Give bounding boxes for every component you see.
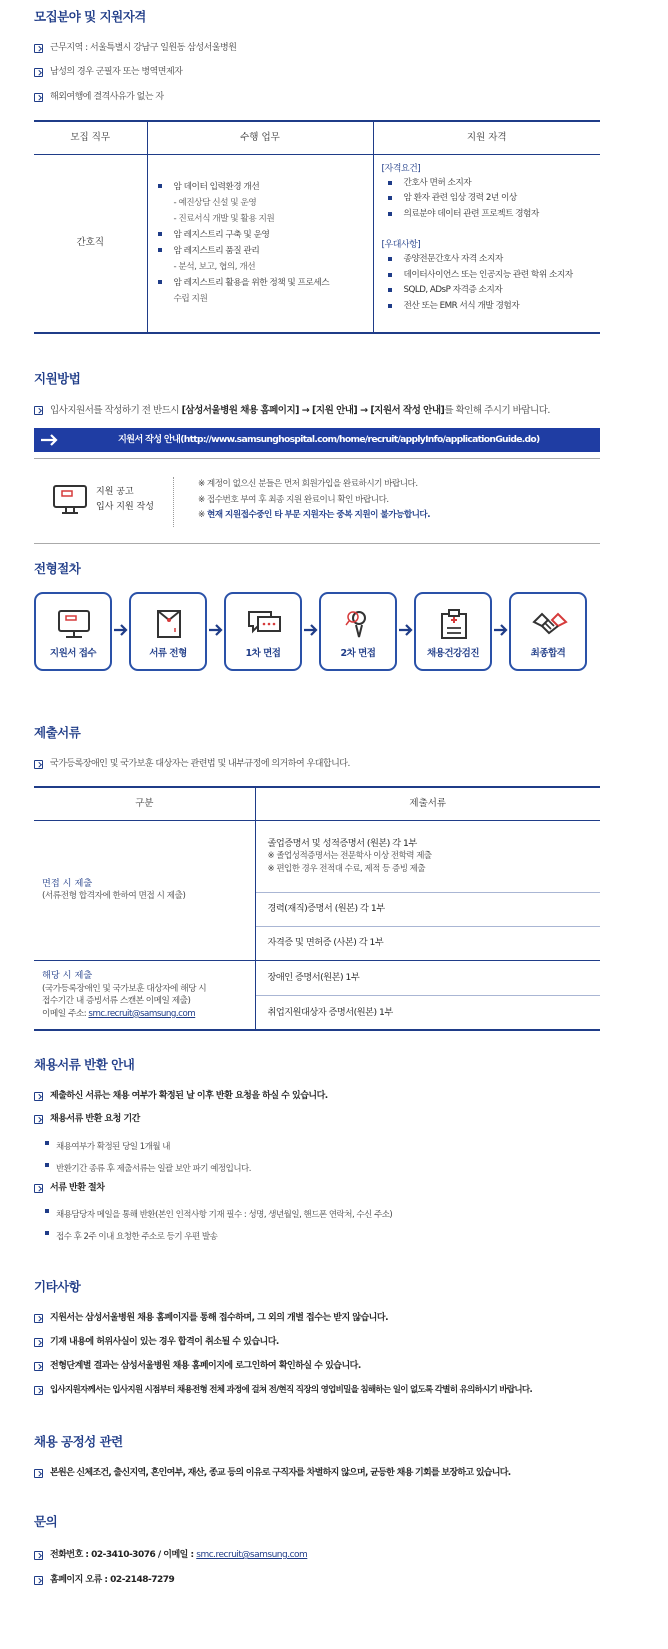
- divider: [173, 477, 174, 527]
- interview-desc: (서류전형 합격자에 한하여 면접 시 제출): [42, 891, 186, 902]
- required-title: [자격요건]: [381, 163, 421, 174]
- envelope-icon: [151, 608, 187, 640]
- step-label: 최종합격: [530, 648, 566, 660]
- email-link[interactable]: smc.recruit@samsung.com: [88, 1008, 196, 1019]
- list-item: 채용담당자 메일을 통해 반환(본인 인적사항 기재 필수 : 성명, 생년월일, 핸드폰 연락처, 수신 주소): [34, 1204, 392, 1226]
- doc-item: 경력(재직)증명서 (원본) 각 1부: [255, 892, 600, 926]
- etc-item: 입사지원자께서는 입사지원 시점부터 채용전형 전체 과정에 걸쳐 전/현직 직장의 영업비밀을 침해하는 일이 없도록 각별히 유의하시기 바랍니다.: [34, 1384, 634, 1396]
- list-item: 데이터사이언스 또는 인공지능 관련 학위 소지자: [388, 268, 601, 284]
- notice-label: 입사 지원 작성: [96, 502, 154, 512]
- etc-item: 전형단계별 결과는 삼성서울병원 채용 홈페이지에 로그인하여 확인하실 수 있습니다.: [34, 1360, 361, 1373]
- required-list: [382, 176, 601, 223]
- list-item: SQLD, ADsP 자격증 소지자: [388, 283, 601, 299]
- return-period-list: [34, 1136, 251, 1180]
- doc-note: ※ 졸업성적증명서는 전문학사 이상 전학력 제출: [267, 851, 432, 862]
- arrow-right-icon: [40, 433, 60, 447]
- step-label: 채용건강검진: [426, 648, 480, 660]
- check-box-icon: [34, 406, 43, 415]
- chat-icon: [246, 608, 284, 640]
- person-magnifier-icon: [341, 608, 377, 640]
- table-header: 구분: [34, 787, 255, 820]
- step-application: [34, 592, 112, 671]
- step-label: 1차 면접: [245, 648, 281, 660]
- check-box-icon: [34, 1184, 43, 1193]
- step-final-pass: [509, 592, 587, 671]
- handshake-icon: [531, 608, 569, 640]
- list-item: 전산 또는 EMR 서식 개발 경험자: [388, 299, 601, 315]
- check-box-icon: [34, 760, 43, 769]
- list-item: 암 레지스트리 활용을 위한 정책 및 프로세스: [158, 275, 373, 291]
- section-title-apply: 지원방법: [34, 371, 81, 386]
- notice-label: 지원 공고: [96, 487, 134, 497]
- duties-list: [158, 179, 373, 307]
- section-title-contact: 문의: [34, 1514, 58, 1529]
- return-process-title: 서류 반환 절차: [34, 1182, 104, 1195]
- eligible-desc: (국가등록장애인 및 국가보훈 대상자에 해당 시: [42, 983, 207, 994]
- fair-item: 본원은 신체조건, 출신지역, 혼인여부, 재산, 종교 등의 이유로 구직자를 차별하지 않으며, 균등한 채용 기회를 보장하고 있습니다.: [34, 1467, 511, 1480]
- eligible-email-line: 이메일 주소: smc.recruit@samsung.com: [42, 1008, 196, 1019]
- etc-item: 지원서는 삼성서울병원 채용 홈페이지를 통해 접수하며, 그 외의 개별 접수는 받지 않습니다.: [34, 1312, 388, 1325]
- section-title-fair: 채용 공정성 관련: [34, 1434, 123, 1449]
- note-line: ※ 접수번호 부여 후 최종 지원 완료이니 확인 바랍니다.: [198, 494, 389, 505]
- check-box-icon: [34, 44, 43, 53]
- check-box-icon: [34, 1386, 43, 1395]
- note-line: ※ 계정이 없으신 분들은 먼저 회원가입을 완료하시기 바랍니다.: [198, 479, 418, 489]
- preferred-title: [우대사항]: [381, 240, 421, 251]
- doc-item: 자격증 및 면허증 (사본) 각 1부: [255, 926, 600, 960]
- list-item: 채용여부가 확정된 당일 1개월 내: [34, 1136, 251, 1158]
- medical-chart-icon: [436, 608, 472, 640]
- step-label: 2차 면접: [340, 648, 376, 660]
- table-header: 지원 자격: [373, 121, 600, 154]
- docs-note: 국가등록장애인 및 국가보훈 대상자는 관련법 및 내부규정에 의거하여 우대합니다.: [34, 758, 350, 771]
- check-box-icon: [34, 1338, 43, 1347]
- check-box-icon: [34, 1576, 43, 1585]
- arrow-right-icon: [303, 623, 319, 637]
- etc-item: 기재 내용에 허위사실이 있는 경우 합격이 취소될 수 있습니다.: [34, 1336, 279, 1349]
- list-item: 접수 후 2주 이내 요청한 주소로 등기 우편 발송: [34, 1226, 392, 1248]
- check-box-icon: [34, 68, 43, 77]
- step-interview-2: [319, 592, 397, 671]
- monitor-icon: [56, 608, 92, 640]
- notice-box: [34, 458, 600, 544]
- list-item: 의료분야 데이터 관련 프로젝트 경험자: [388, 207, 601, 223]
- interview-label: 면접 시 제출: [42, 878, 93, 890]
- table-header: 수행 업무: [147, 121, 373, 154]
- section-title-etc: 기타사항: [34, 1279, 81, 1294]
- list-item: 암 레지스트리 구축 및 운영: [158, 227, 373, 243]
- list-item: - 분석, 보고, 협의, 개선: [173, 262, 256, 273]
- list-item: 간호사 면허 소지자: [388, 176, 601, 192]
- section-title-docs: 제출서류: [34, 725, 81, 740]
- recruit-table: [34, 120, 600, 334]
- step-document: [129, 592, 207, 671]
- arrow-right-icon: [113, 623, 129, 637]
- preferred-list: [382, 252, 601, 314]
- condition-item: 해외여행에 결격사유가 없는 자: [34, 91, 164, 104]
- list-item: 암 레지스트리 품질 관리: [158, 243, 373, 259]
- application-guide-banner[interactable]: [34, 428, 600, 452]
- process-section: [34, 560, 634, 724]
- banner-text: 지원서 작성 안내(http://www.samsunghospital.com/home/recruit/applyInfo/applicationGuide.do): [118, 434, 540, 446]
- check-box-icon: [34, 1551, 43, 1560]
- section-title-recruit: 모집분야 및 지원자격: [34, 9, 146, 24]
- list-item: - 진료서식 개발 및 활용 지원: [173, 214, 275, 225]
- arrow-right-icon: [208, 623, 224, 637]
- table-header: 모집 직무: [34, 121, 147, 154]
- eligible-label: 해당 시 제출: [42, 970, 93, 982]
- list-item: 암 환자 관련 임상 경력 2년 이상: [388, 191, 601, 207]
- list-item: 종양전문간호사 자격 소지자: [388, 252, 601, 268]
- step-label: 지원서 접수: [49, 648, 97, 660]
- doc-item: 장애인 증명서(원본) 1부: [255, 960, 600, 995]
- docs-table: [34, 786, 600, 1031]
- return-period-title: 채용서류 반환 요청 기간: [34, 1113, 140, 1126]
- check-box-icon: [34, 1362, 43, 1371]
- doc-item: 졸업증명서 및 성적증명서 (원본) 각 1부: [267, 838, 417, 850]
- eligible-desc: 접수기간 내 증빙서류 스캔본 이메일 제출): [42, 996, 191, 1007]
- arrow-right-icon: [398, 623, 414, 637]
- contact-email-link[interactable]: smc.recruit@samsung.com: [196, 1550, 308, 1560]
- step-interview-1: [224, 592, 302, 671]
- check-box-icon: [34, 93, 43, 102]
- step-health-check: [414, 592, 492, 671]
- contact-homepage: 홈페이지 오류 : 02-2148-7279: [34, 1574, 174, 1587]
- apply-instruction: 입사지원서를 작성하기 전 반드시 [삼성서울병원 채용 홈페이지] → [지원 안내] → [지원서 작성 안내]를 확인해 주시기 바랍니다.: [34, 404, 550, 418]
- condition-item: 근무지역 : 서울특별시 강남구 일원동 삼성서울병원: [34, 42, 236, 55]
- section-title-return: 채용서류 반환 안내: [34, 1057, 135, 1072]
- return-process-list: [34, 1204, 392, 1248]
- check-box-icon: [34, 1314, 43, 1323]
- table-header: 제출서류: [255, 787, 600, 820]
- check-box-icon: [34, 1115, 43, 1124]
- check-box-icon: [34, 1469, 43, 1478]
- list-item: 반환기간 종류 후 제출서류는 일괄 보안 파기 예정입니다.: [34, 1158, 251, 1180]
- section-title-process: 전형절차: [34, 561, 81, 576]
- note-line-emphasis: ※ 현재 지원접수중인 타 부문 지원자는 중복 지원이 불가능합니다.: [198, 510, 430, 520]
- arrow-right-icon: [493, 623, 509, 637]
- monitor-icon: [52, 483, 88, 515]
- list-item: 수립 지원: [173, 294, 208, 305]
- list-item: - 예진상담 신설 및 운영: [173, 198, 257, 209]
- doc-note: ※ 편입한 경우 전적대 수료, 제적 등 증빙 제출: [267, 863, 426, 874]
- doc-item: 취업지원대상자 증명서(원본) 1부: [267, 1006, 393, 1018]
- job-cell: 간호직: [34, 154, 147, 333]
- list-item: 암 데이터 입력환경 개선: [158, 179, 373, 195]
- contact-phone: 전화번호 : 02-3410-3076 / 이메일 : smc.recruit@samsung.com: [34, 1549, 307, 1562]
- check-box-icon: [34, 1092, 43, 1101]
- condition-item: 남성의 경우 군필자 또는 병역면제자: [34, 66, 182, 79]
- return-item: 제출하신 서류는 채용 여부가 확정된 날 이후 반환 요청을 하실 수 있습니다.: [34, 1090, 328, 1103]
- step-label: 서류 전형: [149, 648, 187, 660]
